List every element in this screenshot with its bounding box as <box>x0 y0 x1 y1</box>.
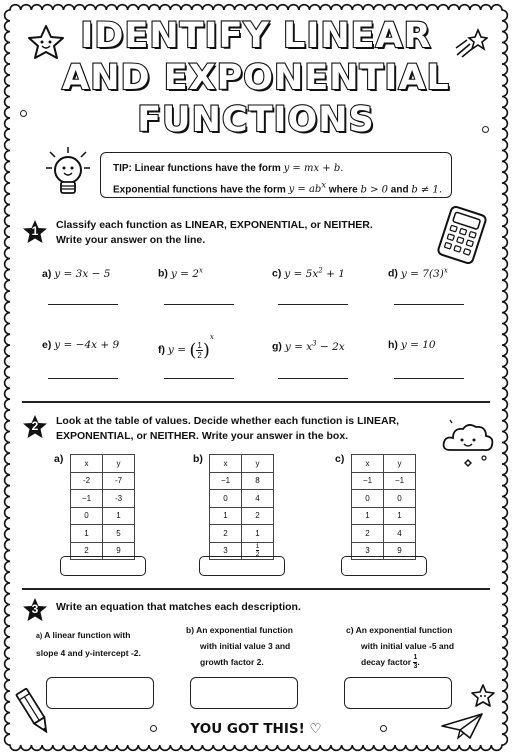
table-a <box>70 454 135 560</box>
table-cell: 9 <box>103 542 135 560</box>
table-cell: 1 <box>103 507 135 525</box>
table-cell: -3 <box>103 490 135 508</box>
table-cell: 8 <box>242 472 274 490</box>
answer-line-f[interactable] <box>164 378 234 379</box>
table-cell: 9 <box>384 542 416 560</box>
lightbulb-icon <box>44 146 92 198</box>
table-cell: 1 <box>242 525 274 543</box>
table-cell: 0 <box>71 507 103 525</box>
tip-line-2: Exponential functions have the form <box>113 184 289 196</box>
exponential-form: $y = ab^x$ <box>288 180 327 196</box>
section-2-number: 2 <box>31 419 39 433</box>
table-row <box>352 490 416 508</box>
problem-a: a) y = 3x − 5 <box>42 268 111 280</box>
table-cell: x <box>71 455 103 473</box>
table-cell: 0 <box>384 490 416 508</box>
section-1-instructions: Classify each function as LINEAR, EXPONENTIAL, or NEITHER. Write your answer on the line. <box>56 219 373 246</box>
answer-box-a[interactable] <box>60 556 146 576</box>
table-cell: y <box>103 455 135 473</box>
table-header-row <box>352 455 416 473</box>
answer-line-a[interactable] <box>48 304 118 305</box>
table-c <box>351 454 416 560</box>
decorative-dot <box>20 110 27 117</box>
table-cell: −1 <box>210 472 242 490</box>
title-line-2: AND EXPONENTIAL <box>62 58 450 98</box>
problem-h: h) y = 10 <box>388 339 436 351</box>
answer-line-b[interactable] <box>164 304 234 305</box>
table-row <box>210 507 274 525</box>
answer-box-b[interactable] <box>199 556 285 576</box>
answer-line-d[interactable] <box>394 304 464 305</box>
table-cell: $\frac{1}{2}$ <box>242 542 274 560</box>
table-row <box>71 472 135 490</box>
table-cell: y <box>242 455 274 473</box>
table-c-label: c) <box>335 453 345 465</box>
table-a-label: a) <box>54 453 64 465</box>
table-row <box>71 525 135 543</box>
problem-e: e) y = −4x + 9 <box>42 339 120 351</box>
table-cell: 3 <box>352 542 384 560</box>
smiling-cloud-icon <box>440 416 496 470</box>
problem-b: b) $y = 2^x$ <box>158 266 203 280</box>
problem-f: f) y = ( $\frac{1}{2}$ )$^x$ <box>158 333 214 361</box>
section-divider <box>22 401 490 403</box>
table-cell: 2 <box>352 525 384 543</box>
table-cell: 1 <box>352 507 384 525</box>
smiling-star-icon <box>470 684 496 708</box>
section-divider <box>22 588 490 590</box>
answer-line-h[interactable] <box>394 378 464 379</box>
table-cell: 1 <box>384 507 416 525</box>
answer-line-e[interactable] <box>48 378 118 379</box>
table-cell: 3 <box>210 542 242 560</box>
problem-g: g) $y = x^3 - 2x$ <box>272 339 345 353</box>
table-cell: −1 <box>384 472 416 490</box>
table-header-row <box>210 455 274 473</box>
tip-box: TIP: Linear functions have the form y = mx + b. Exponential functions have the form $y = ab^x$ where b > 0 and b ≠ 1. <box>100 152 452 198</box>
problem-c: c) $y = 5x^2 + 1$ <box>272 266 345 280</box>
description-b: b) An exponential function with initial value 3 and growth factor 2. <box>186 625 293 667</box>
table-cell: 2 <box>210 525 242 543</box>
condition-b-positive: b > 0 <box>360 184 388 196</box>
table-b <box>209 454 274 560</box>
table-cell: -7 <box>103 472 135 490</box>
table-cell: 5 <box>103 525 135 543</box>
table-row <box>352 525 416 543</box>
answer-box-c[interactable] <box>341 556 427 576</box>
table-cell: 4 <box>242 490 274 508</box>
smiling-star-icon <box>26 24 66 60</box>
answer-box-b[interactable] <box>190 677 298 709</box>
table-header-row <box>71 455 135 473</box>
calculator-icon <box>432 204 492 266</box>
table-cell: -2 <box>71 472 103 490</box>
table-row <box>210 490 274 508</box>
table-cell: 1 <box>210 507 242 525</box>
table-cell: 0 <box>352 490 384 508</box>
table-row <box>210 472 274 490</box>
table-row <box>352 507 416 525</box>
table-cell: −1 <box>71 490 103 508</box>
description-a: a) A linear function with slope 4 and y-intercept -2. <box>36 630 141 658</box>
table-cell: −1 <box>352 472 384 490</box>
table-row <box>71 490 135 508</box>
answer-line-c[interactable] <box>278 304 348 305</box>
table-cell: y <box>384 455 416 473</box>
answer-box-a[interactable] <box>46 677 154 709</box>
shooting-star-icon <box>454 28 488 58</box>
title-line-1: IDENTIFY LINEAR <box>80 16 432 56</box>
linear-form: y = mx + b. <box>283 163 344 174</box>
table-cell: 2 <box>71 542 103 560</box>
answer-box-c[interactable] <box>344 677 452 709</box>
encouragement-footer: YOU GOT THIS! ♡ <box>190 721 322 737</box>
section-3-instructions: Write an equation that matches each description. <box>56 601 301 613</box>
title-line-3: FUNCTIONS <box>137 100 375 140</box>
condition-b-not-one: b ≠ 1. <box>411 184 443 196</box>
answer-line-g[interactable] <box>278 378 348 379</box>
section-2-instructions: Look at the table of values. Decide whether each function is LINEAR, EXPONENTIAL, or NEITHER. Write your answer in the box. <box>56 415 400 442</box>
table-cell: 1 <box>71 525 103 543</box>
table-b-label: b) <box>193 453 203 465</box>
table-row <box>352 472 416 490</box>
table-cell: x <box>210 455 242 473</box>
table-row <box>71 507 135 525</box>
tip-line-1: TIP: Linear functions have the form <box>113 163 284 174</box>
section-1-number: 1 <box>31 224 39 238</box>
section-3-number: 3 <box>31 602 39 616</box>
table-row <box>210 525 274 543</box>
decorative-dot <box>482 126 489 133</box>
problem-d: d) $y = 7(3)^x$ <box>388 266 448 280</box>
description-c: c) An exponential function with initial value -5 and decay factor $\frac{1}{3}$ . <box>346 625 455 671</box>
table-cell: 2 <box>242 507 274 525</box>
table-cell: x <box>352 455 384 473</box>
table-cell: 0 <box>210 490 242 508</box>
table-cell: 4 <box>384 525 416 543</box>
